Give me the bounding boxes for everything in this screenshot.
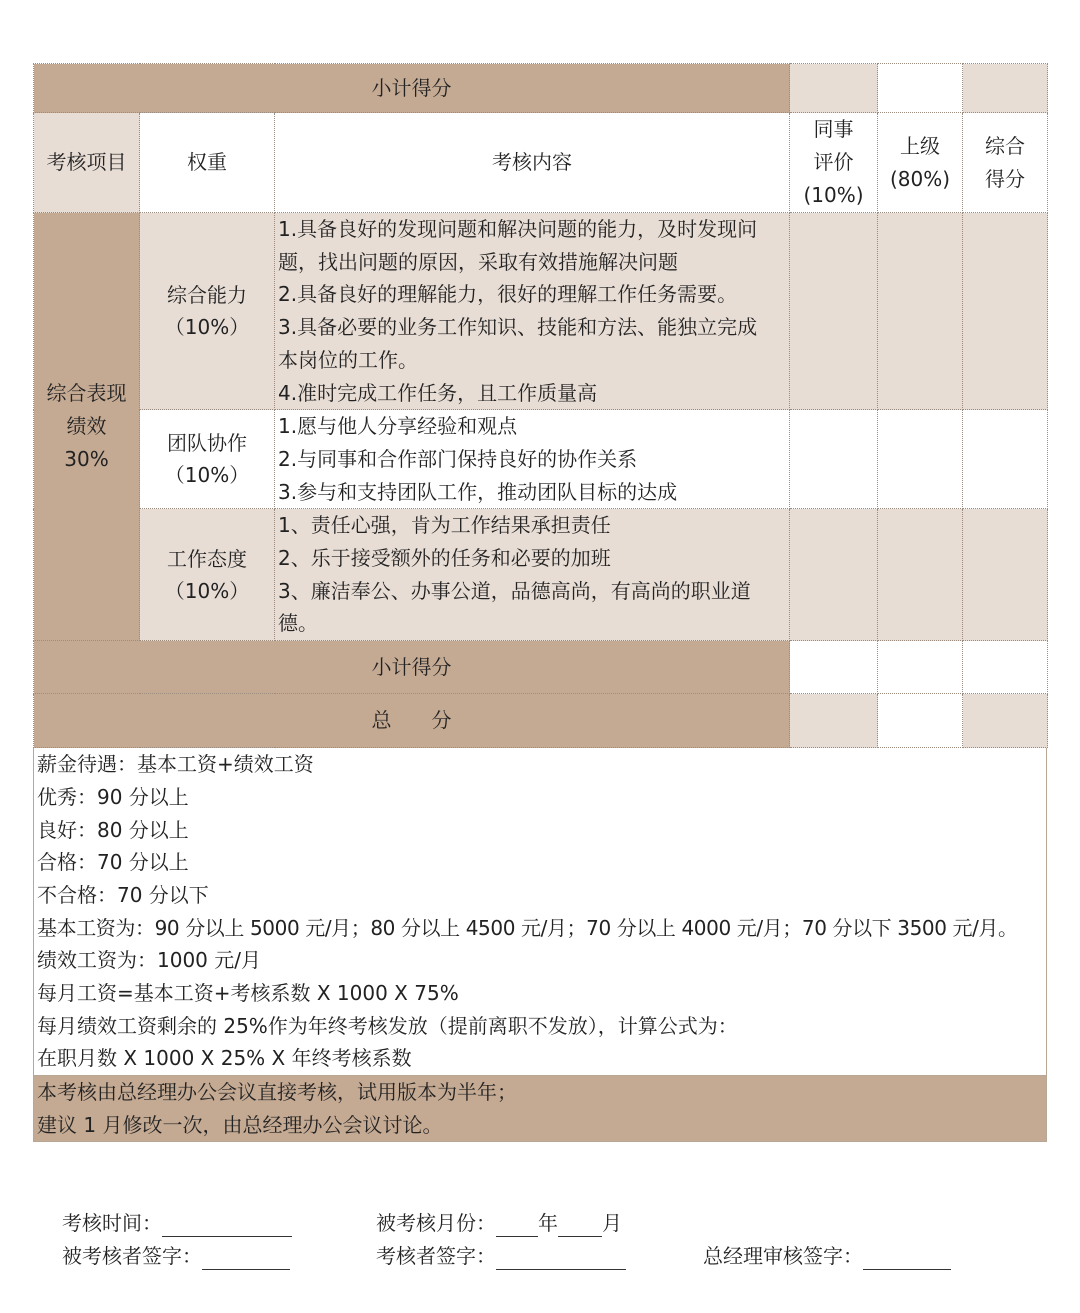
- grand-total-label: 总 分: [34, 694, 790, 748]
- content-line: 2、乐于接受额外的任务和必要的加班: [278, 546, 611, 571]
- content-line: 3、廉洁奉公、办事公道，品德高尚，有高尚的职业道: [278, 578, 751, 603]
- content-line: 题，找出问题的原因，采取有效措施解决问题: [278, 249, 678, 274]
- content-attitude: [275, 509, 790, 641]
- weight-ability-name: 综合能力: [167, 283, 247, 308]
- section-label-line-1: 综合表现: [46, 381, 127, 406]
- weight-ability-percent: （10%）: [164, 315, 250, 340]
- note-line: 每月工资=基本工资+考核系数 X 1000 X 75%: [37, 981, 459, 1006]
- content-teamwork: [275, 410, 790, 509]
- gm-sign-field: [703, 1242, 951, 1270]
- note-line: 良好：80 分以上: [37, 817, 189, 842]
- header-item: 考核项目: [34, 113, 140, 213]
- appraisal-sheet: [33, 63, 1047, 1142]
- total-score-cell[interactable]: [963, 64, 1048, 113]
- weight-attitude: [140, 509, 275, 641]
- weight-attitude-percent: （10%）: [164, 578, 250, 603]
- header-total-line-1: 综合: [985, 133, 1025, 158]
- exam-time-field: [62, 1209, 292, 1237]
- content-line: 1.具备良好的发现问题和解决问题的能力，及时发现问: [278, 217, 758, 241]
- note-line: 不合格：70 分以下: [37, 882, 209, 907]
- review-note-line: 本考核由总经理办公会议直接考核，试用版本为半年；: [37, 1080, 517, 1105]
- note-line: 基本工资为：90 分以上 5000 元/月；80 分以上 4500 元/月；70 分以上 4000 元/月；70 分以下 3500 元/月。: [37, 915, 1018, 940]
- examinee-sign-blank[interactable]: [202, 1247, 290, 1270]
- header-superior-line-1: 上级: [900, 133, 940, 158]
- total-score-cell[interactable]: [963, 694, 1048, 748]
- superior-score-cell[interactable]: [878, 64, 963, 113]
- note-line: 绩效工资为：1000 元/月: [37, 948, 261, 973]
- peer-score-cell[interactable]: [790, 641, 878, 694]
- total-score-cell[interactable]: [963, 641, 1048, 694]
- peer-score-cell[interactable]: [790, 509, 878, 641]
- exam-time-label: 考核时间：: [62, 1211, 162, 1235]
- year-blank[interactable]: [496, 1214, 538, 1237]
- weight-teamwork-name: 团队协作: [167, 431, 247, 456]
- peer-score-cell[interactable]: [790, 410, 878, 509]
- peer-score-cell[interactable]: [790, 64, 878, 113]
- examiner-sign-field: [376, 1242, 626, 1270]
- month-blank[interactable]: [558, 1214, 602, 1237]
- weight-teamwork-percent: （10%）: [164, 463, 250, 488]
- review-note-line: 建议 1 月修改一次，由总经理办公会议讨论。: [37, 1112, 443, 1137]
- note-line: 在职月数 X 1000 X 25% X 年终考核系数: [37, 1046, 412, 1071]
- gm-sign-blank[interactable]: [863, 1247, 951, 1270]
- examiner-sign-blank[interactable]: [496, 1247, 626, 1270]
- top-subtotal-row: [34, 64, 1048, 113]
- total-score-cell[interactable]: [963, 509, 1048, 641]
- header-content: 考核内容: [275, 113, 790, 213]
- examiner-sign-label: 考核者签字：: [376, 1244, 496, 1268]
- appraisal-table: [33, 63, 1048, 748]
- content-line: 本岗位的工作。: [278, 347, 418, 372]
- content-line: 1.愿与他人分享经验和观点: [278, 414, 518, 439]
- header-row: [34, 113, 1048, 213]
- gm-sign-label: 总经理审核签字：: [703, 1244, 863, 1268]
- superior-score-cell[interactable]: [878, 694, 963, 748]
- note-line: 薪金待遇：基本工资+绩效工资: [37, 752, 314, 777]
- peer-score-cell[interactable]: [790, 694, 878, 748]
- header-superior: [878, 113, 963, 213]
- total-score-cell[interactable]: [963, 410, 1048, 509]
- note-line: 每月绩效工资剩余的 25%作为年终考核发放（提前离职不发放），计算公式为：: [37, 1013, 738, 1038]
- weight-teamwork: [140, 410, 275, 509]
- content-line: 德。: [278, 611, 318, 636]
- exam-month-field: [376, 1209, 622, 1237]
- examinee-sign-field: [62, 1242, 290, 1270]
- section-label: [34, 213, 140, 641]
- header-peer-line-1: 同事: [813, 117, 854, 141]
- header-superior-line-2: (80%): [889, 166, 951, 191]
- note-line: 优秀：90 分以上: [37, 784, 189, 809]
- group-row-teamwork: [34, 410, 1048, 509]
- subtotal-label: 小计得分: [34, 641, 790, 694]
- salary-notes: [33, 748, 1047, 1076]
- section-label-line-3: 30%: [64, 447, 109, 472]
- superior-score-cell[interactable]: [878, 213, 963, 410]
- section-label-line-2: 绩效: [66, 414, 107, 439]
- content-line: 2.具备良好的理解能力，很好的理解工作任务需要。: [278, 282, 738, 307]
- group-row-attitude: [34, 509, 1048, 641]
- content-line: 2.与同事和合作部门保持良好的协作关系: [278, 446, 638, 471]
- content-line: 3.参与和支持团队工作，推动团队目标的达成: [278, 479, 678, 504]
- review-note: [33, 1076, 1047, 1142]
- content-line: 1、责任心强，肯为工作结果承担责任: [278, 513, 611, 538]
- superior-score-cell[interactable]: [878, 410, 963, 509]
- total-score-cell[interactable]: [963, 213, 1048, 410]
- top-subtotal-label: 小计得分: [34, 64, 790, 113]
- subtotal-row: [34, 641, 1048, 694]
- peer-score-cell[interactable]: [790, 213, 878, 410]
- content-line: 3.具备必要的业务工作知识、技能和方法、能独立完成: [278, 315, 758, 340]
- header-peer-line-3: (10%): [803, 183, 864, 207]
- superior-score-cell[interactable]: [878, 509, 963, 641]
- content-ability: [275, 213, 790, 410]
- examinee-sign-label: 被考核者签字：: [62, 1244, 202, 1268]
- exam-month-label: 被考核月份：: [376, 1211, 496, 1235]
- month-label: 月: [602, 1211, 622, 1235]
- header-peer: [790, 113, 878, 213]
- weight-ability: [140, 213, 275, 410]
- content-line: 4.准时完成工作任务，且工作质量高: [278, 380, 598, 405]
- header-total: [963, 113, 1048, 213]
- exam-time-blank[interactable]: [162, 1214, 292, 1237]
- weight-attitude-name: 工作态度: [167, 546, 247, 571]
- group-row-ability: [34, 213, 1048, 410]
- note-line: 合格：70 分以上: [37, 850, 189, 875]
- superior-score-cell[interactable]: [878, 641, 963, 694]
- header-weight: 权重: [140, 113, 275, 213]
- header-peer-line-2: 评价: [813, 150, 854, 174]
- grand-total-row: [34, 694, 1048, 748]
- header-total-line-2: 得分: [985, 166, 1025, 191]
- year-label: 年: [538, 1211, 558, 1235]
